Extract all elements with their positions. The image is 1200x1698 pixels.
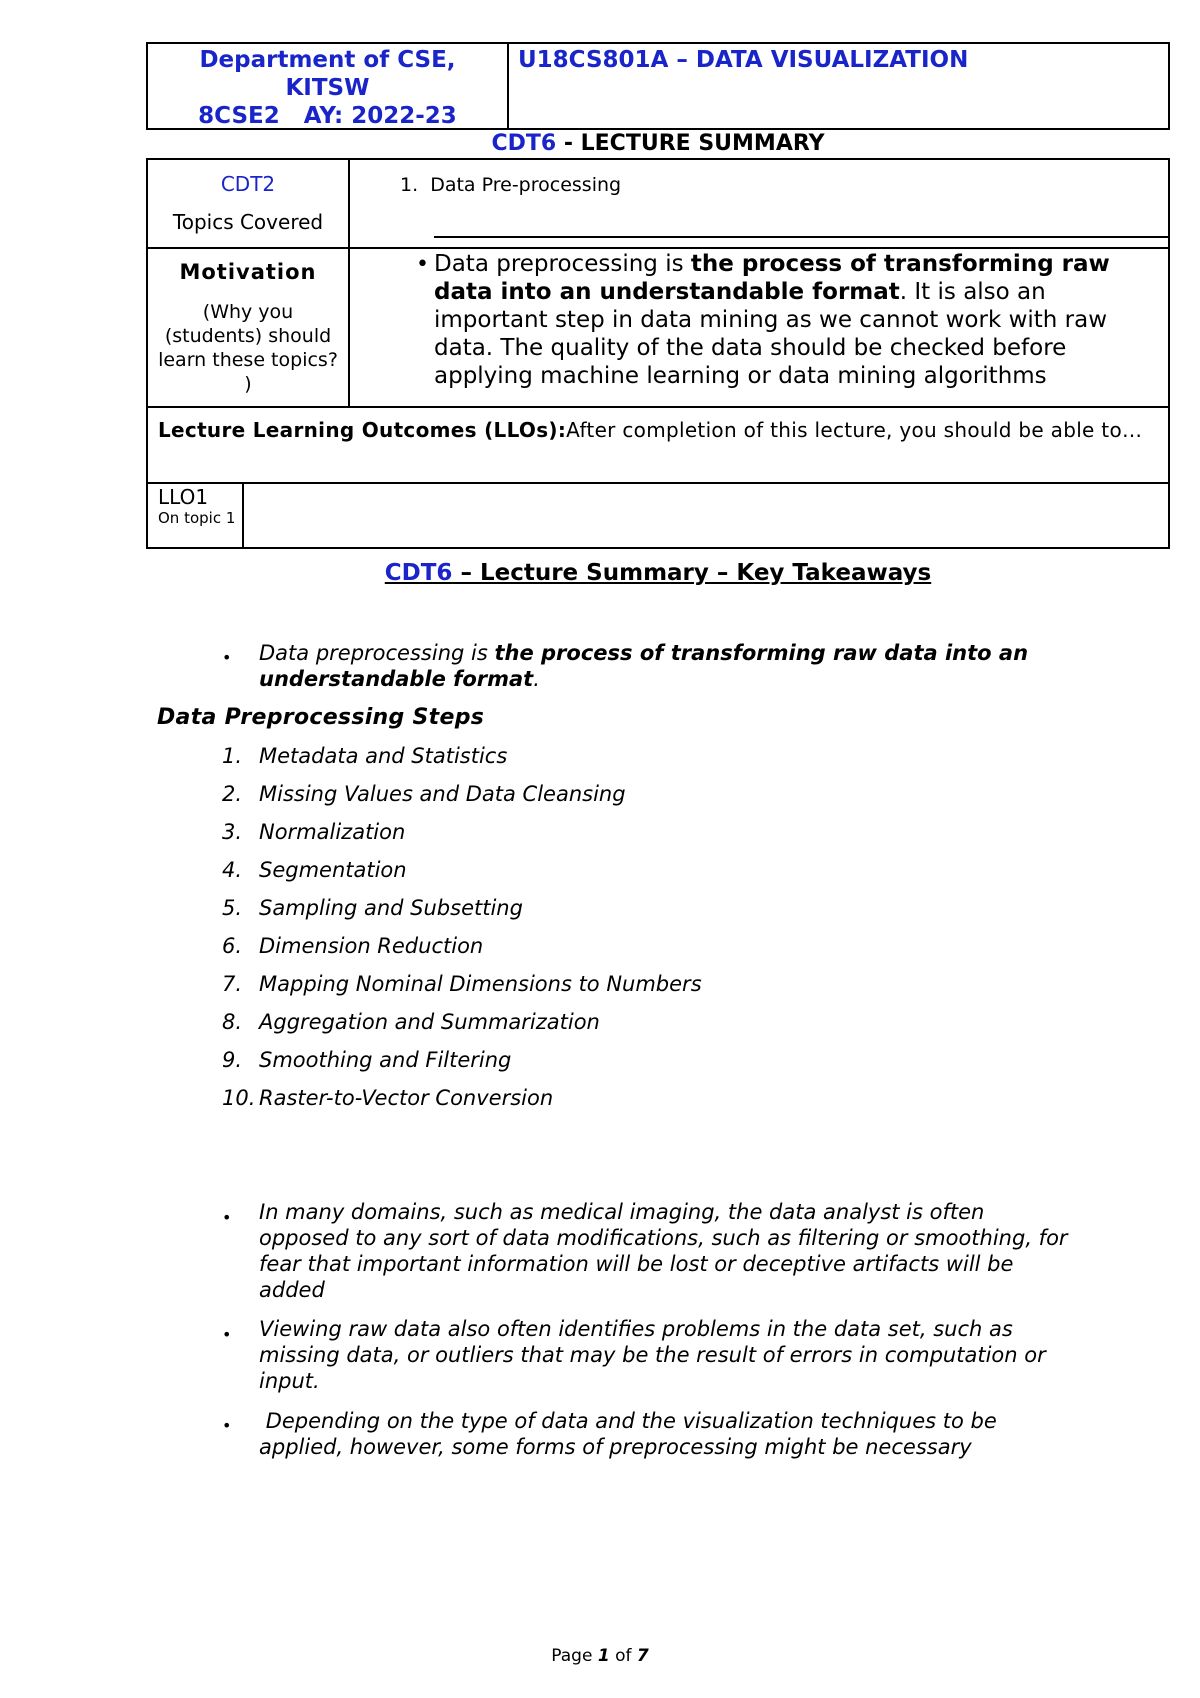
steps-heading: Data Preprocessing Steps: [157, 705, 485, 730]
row-divider: [148, 247, 1168, 249]
lecture-summary-title: [146, 130, 1170, 158]
footer-page-word: Page: [551, 1646, 598, 1666]
step-label: Raster-to-Vector Conversion: [259, 1086, 554, 1110]
column-divider: [242, 482, 244, 547]
lecture-table: [146, 158, 1170, 549]
step-label: Sampling and Subsetting: [259, 896, 523, 920]
summary-title-code: CDT6: [384, 560, 453, 586]
llo1-label: LLO1: [158, 485, 209, 509]
step-label: Segmentation: [259, 858, 407, 882]
step-item: 1. Metadata and Statistics: [222, 744, 508, 768]
step-item: 8. Aggregation and Summarization: [222, 1010, 600, 1034]
summary-bullet-1-post: .: [533, 667, 540, 691]
page-footer: [0, 1646, 1200, 1666]
summary-point-1: In many domains, such as medical imaging, the data analyst is often opposed to any sort of data modifications, such as filtering or smoothing, for fear that important information will be lost or deceptive artifacts will be added: [259, 1200, 1068, 1302]
notch-line: [434, 236, 1170, 238]
step-label: Mapping Nominal Dimensions to Numbers: [259, 972, 702, 996]
motivation-title: Motivation: [179, 260, 317, 284]
step-item: 9. Smoothing and Filtering: [222, 1048, 512, 1072]
topics-code: CDT2: [220, 172, 276, 196]
bullet-icon: •: [222, 1208, 232, 1227]
motivation-text-post: . It is also an important step in data mining as we cannot work with raw data. The quality of the data should be checked before applying machine learning or data mining algorithms: [434, 279, 1108, 389]
course-title: U18CS801A – DATA VISUALIZATION: [518, 47, 969, 73]
bullet-icon: •: [416, 252, 429, 277]
step-item: 7. Mapping Nominal Dimensions to Numbers: [222, 972, 702, 996]
step-item: 4. Segmentation: [222, 858, 407, 882]
step-item: 2. Missing Values and Data Cleansing: [222, 782, 626, 806]
lecture-title-rest: - LECTURE SUMMARY: [556, 131, 825, 156]
summary-point-3: Depending on the type of data and the visualization techniques to be applied, however, some forms of preprocessing might be necessary: [259, 1409, 1004, 1459]
step-item: 10. Raster-to-Vector Conversion: [222, 1086, 554, 1110]
llo-heading-rest: After completion of this lecture, you should be able to…: [566, 418, 1143, 442]
department-cell: [148, 44, 509, 128]
footer-page-number: 1: [597, 1646, 610, 1666]
summary-title: [146, 560, 1170, 586]
step-item: 6. Dimension Reduction: [222, 934, 484, 958]
bullet-icon: •: [222, 1416, 232, 1435]
topic-item: 1. Data Pre-processing: [400, 174, 622, 196]
summary-point-2: Viewing raw data also often identifies problems in the data set, such as missing data, or outliers that may be the result of errors in computation or input.: [259, 1317, 1046, 1393]
footer-of-word: of: [609, 1646, 637, 1666]
lecture-code: CDT6: [491, 131, 557, 156]
step-label: Metadata and Statistics: [259, 744, 508, 768]
motivation-subtitle: (Why you (students) should learn these topics? ): [158, 301, 338, 395]
step-label: Smoothing and Filtering: [259, 1048, 512, 1072]
summary-title-rest: – Lecture Summary – Key Takeaways: [452, 560, 932, 586]
motivation-text-pre: Data preprocessing is: [434, 251, 691, 277]
header-table: [146, 42, 1170, 130]
step-item: 5. Sampling and Subsetting: [222, 896, 523, 920]
llo-heading-bold: Lecture Learning Outcomes (LLOs):: [158, 418, 567, 442]
step-label: Missing Values and Data Cleansing: [259, 782, 626, 806]
llo-heading: [158, 418, 1158, 443]
department-line2: KITSW: [285, 75, 370, 101]
summary-bullet-1-pre: Data preprocessing is: [259, 641, 495, 665]
department-line1: Department of CSE,: [199, 47, 456, 73]
step-item: 3. Normalization: [222, 820, 406, 844]
llo1-subtitle: On topic 1: [158, 509, 236, 527]
topics-label: Topics Covered: [172, 210, 324, 234]
column-divider: [348, 160, 350, 406]
step-label: Dimension Reduction: [259, 934, 484, 958]
motivation-text-bold: the process of transforming raw data into an understandable format: [434, 251, 1110, 305]
step-label: Aggregation and Summarization: [259, 1010, 600, 1034]
row-divider: [148, 406, 1168, 408]
step-label: Normalization: [259, 820, 406, 844]
class-line: 8CSE2 AY: 2022-23: [198, 103, 457, 129]
bullet-icon: •: [222, 648, 232, 667]
bullet-icon: •: [222, 1325, 232, 1344]
row-divider: [148, 482, 1168, 484]
motivation-text: [434, 250, 1154, 390]
summary-bullet-1-bold: the process of transforming raw data into an understandable format: [259, 641, 1029, 691]
summary-bullet-1: [259, 640, 1069, 692]
footer-page-total: 7: [636, 1646, 649, 1666]
